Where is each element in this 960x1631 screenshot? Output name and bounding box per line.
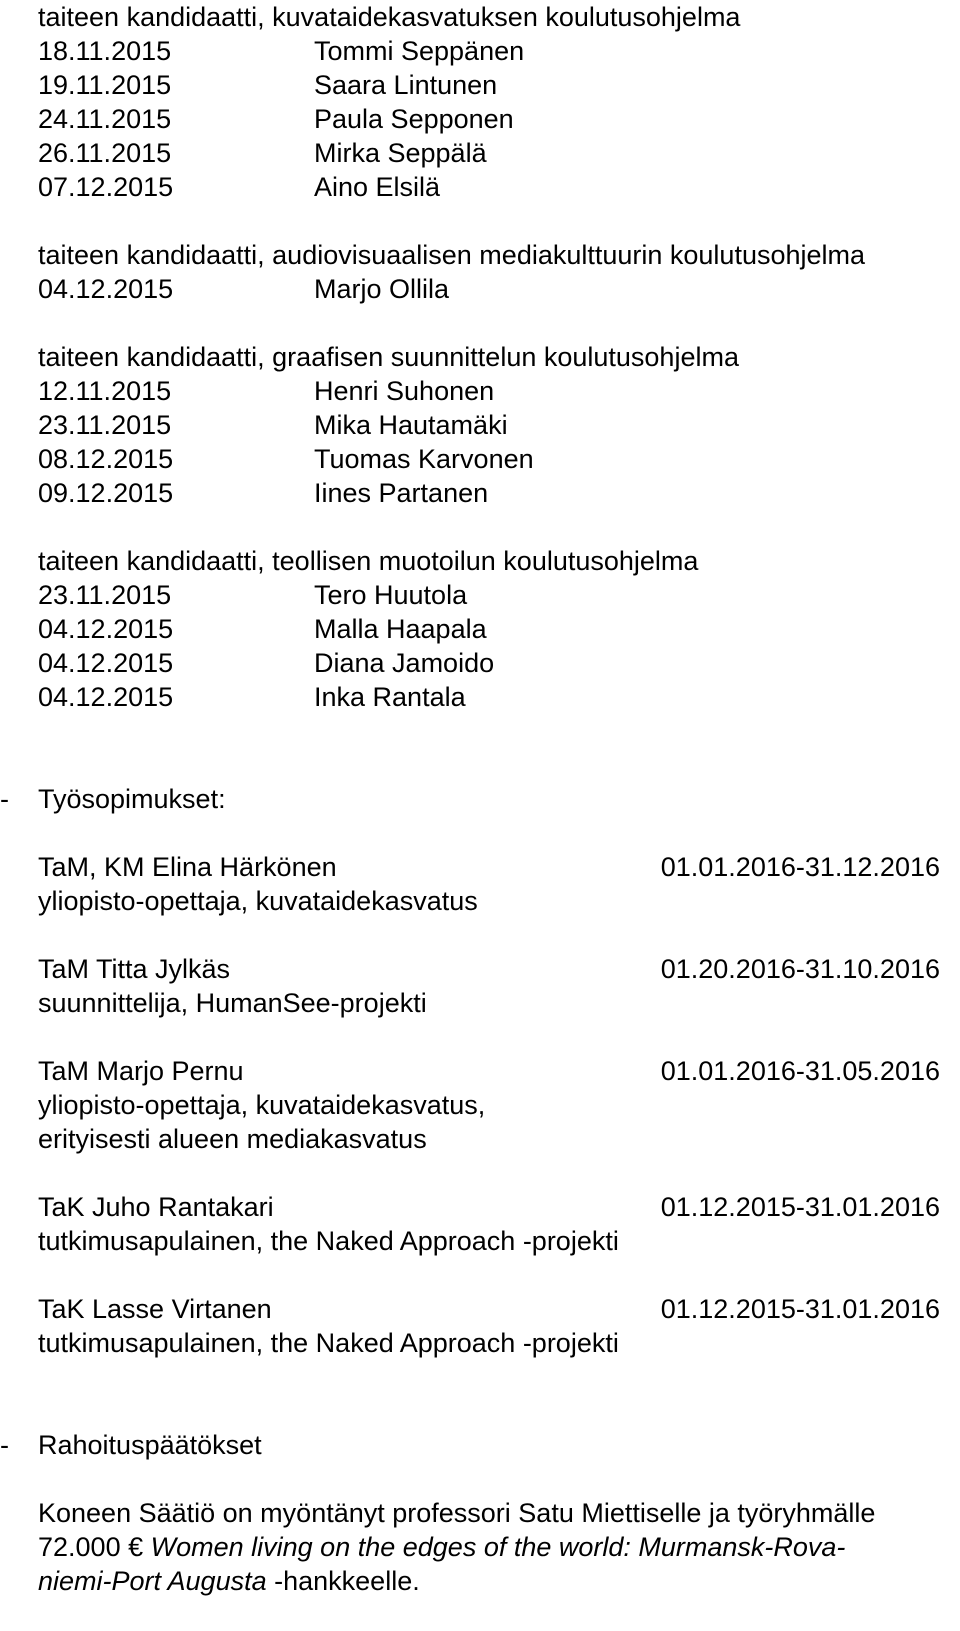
section-heading: Työsopimukset: (38, 784, 226, 814)
contract-role: erityisesti alueen mediakasvatus (38, 1124, 427, 1154)
list-item (38, 272, 938, 306)
graduation-date: 12.11.2015 (38, 376, 172, 406)
contract-role: tutkimusapulainen, the Naked Approach -projekti (38, 1226, 619, 1256)
list-item (38, 408, 938, 442)
list-item (38, 102, 938, 136)
graduation-date: 19.11.2015 (38, 70, 172, 100)
list-item (38, 646, 938, 680)
list-item (38, 612, 938, 646)
graduation-date: 07.12.2015 (38, 172, 174, 202)
list-item (38, 578, 938, 612)
contract-role: suunnittelija, HumanSee-projekti (38, 988, 427, 1018)
funding-text: Koneen Säätiö on myöntänyt professori Satu Miettiselle ja työryhmälle (38, 1498, 876, 1528)
graduation-date: 26.11.2015 (38, 138, 172, 168)
graduation-date: 04.12.2015 (38, 682, 174, 712)
contract-role: tutkimusapulainen, the Naked Approach -projekti (38, 1328, 619, 1358)
graduation-date: 23.11.2015 (38, 410, 172, 440)
graduation-date: 09.12.2015 (38, 478, 174, 508)
list-item (38, 170, 938, 204)
graduate-name: Diana Jamoido (314, 648, 495, 678)
graduation-date: 24.11.2015 (38, 104, 172, 134)
contracts-heading (0, 782, 938, 816)
contract-role: yliopisto-opettaja, kuvataidekasvatus, (38, 1090, 486, 1120)
contract-person: TaK Juho Rantakari (38, 1192, 274, 1222)
funding-amount: 72.000 € (38, 1532, 144, 1562)
graduate-name: Marjo Ollila (314, 274, 450, 304)
funding-suffix: -hankkeelle. (274, 1566, 420, 1596)
funding-text-line2 (38, 1530, 938, 1564)
graduate-name: Inka Rantala (314, 682, 466, 712)
graduate-name: Saara Lintunen (314, 70, 498, 100)
list-item (38, 136, 938, 170)
contract-item (38, 952, 938, 986)
graduate-name: Mirka Seppälä (314, 138, 487, 168)
list-item (38, 476, 938, 510)
program-title: taiteen kandidaatti, audiovisuaalisen mediakulttuurin koulutusohjelma (38, 240, 866, 270)
graduate-name: Tero Huutola (314, 580, 468, 610)
list-item (38, 34, 938, 68)
list-item (38, 680, 938, 714)
contract-item (38, 1292, 938, 1326)
graduate-name: Tuomas Karvonen (314, 444, 534, 474)
graduate-name: Paula Sepponen (314, 104, 514, 134)
project-title: Women living on the edges of the world: Murmansk-Rova- (150, 1532, 846, 1562)
list-item (38, 68, 938, 102)
graduate-name: Mika Hautamäki (314, 410, 508, 440)
contract-item (38, 850, 938, 884)
contract-period: 01.20.2016-31.10.2016 (660, 954, 940, 984)
contract-period: 01.12.2015-31.01.2016 (660, 1192, 940, 1222)
project-title-cont: niemi-Port Augusta (38, 1566, 267, 1596)
contract-item (38, 1054, 938, 1088)
contract-item (38, 1190, 938, 1224)
contract-period: 01.01.2016-31.12.2016 (660, 852, 940, 882)
contract-person: TaM Marjo Pernu (38, 1056, 244, 1086)
contract-person: TaM Titta Jylkäs (38, 954, 231, 984)
graduation-date: 23.11.2015 (38, 580, 172, 610)
graduate-name: Aino Elsilä (314, 172, 441, 202)
graduation-date: 04.12.2015 (38, 614, 174, 644)
contract-period: 01.01.2016-31.05.2016 (660, 1056, 940, 1086)
graduate-name: Malla Haapala (314, 614, 487, 644)
program-title: taiteen kandidaatti, graafisen suunnittelun koulutusohjelma (38, 342, 739, 372)
program-title: taiteen kandidaatti, teollisen muotoilun koulutusohjelma (38, 546, 699, 576)
graduation-date: 08.12.2015 (38, 444, 174, 474)
funding-text-line3 (38, 1564, 938, 1598)
list-item (38, 442, 938, 476)
graduate-name: Iines Partanen (314, 478, 489, 508)
contract-person: TaM, KM Elina Härkönen (38, 852, 337, 882)
graduation-date: 18.11.2015 (38, 36, 172, 66)
graduate-name: Henri Suhonen (314, 376, 495, 406)
section-heading: Rahoituspäätökset (38, 1430, 262, 1460)
contract-period: 01.12.2015-31.01.2016 (660, 1294, 940, 1324)
graduation-date: 04.12.2015 (38, 274, 174, 304)
graduation-date: 04.12.2015 (38, 648, 174, 678)
contract-role: yliopisto-opettaja, kuvataidekasvatus (38, 886, 478, 916)
program-title: taiteen kandidaatti, kuvataidekasvatuksen koulutusohjelma (38, 2, 741, 32)
graduate-name: Tommi Seppänen (314, 36, 525, 66)
list-item (38, 374, 938, 408)
contract-person: TaK Lasse Virtanen (38, 1294, 272, 1324)
list-dash: - (0, 784, 9, 814)
funding-heading (0, 1428, 938, 1462)
list-dash: - (0, 1430, 9, 1460)
